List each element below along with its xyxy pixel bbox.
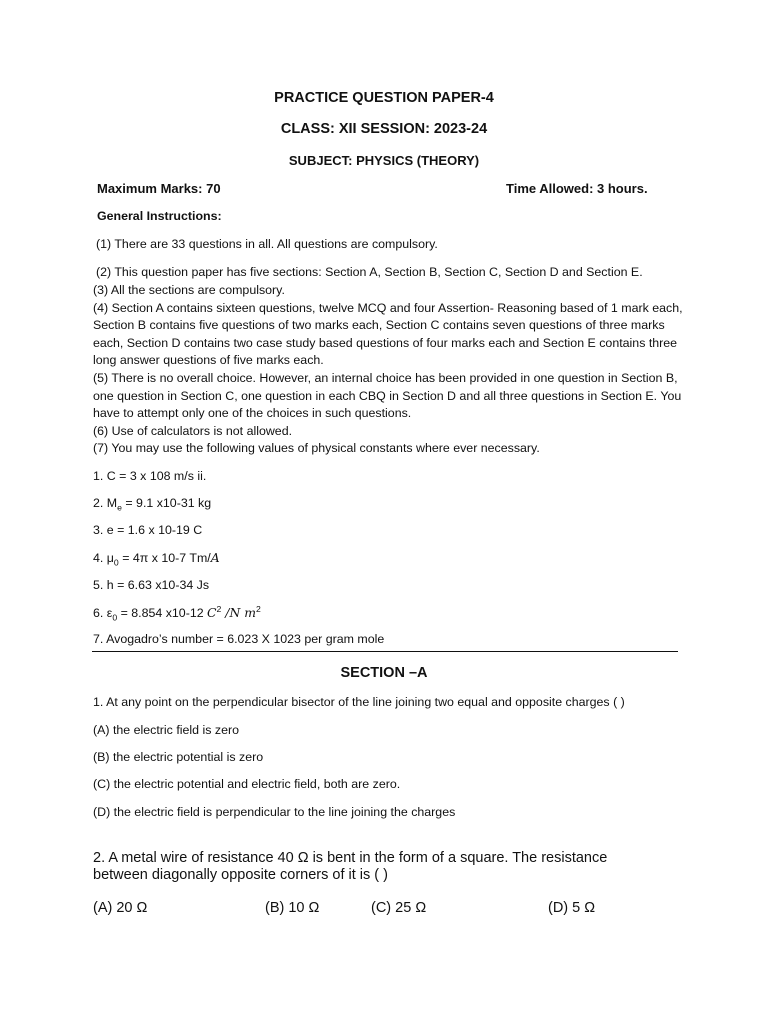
instructions-block: [93, 282, 683, 458]
question-1-text: 1. At any point on the perpendicular bisector of the line joining two equal and opposite charges ( ): [93, 695, 625, 709]
constant-6-sup-a: 2: [216, 604, 222, 614]
constant-4-suffix: = 4π x 10-7 Tm/: [118, 551, 211, 565]
constant-1: 1. C = 3 x 108 m/s ii.: [93, 469, 207, 483]
question-2-line-2: between diagonally opposite corners of it is ( ): [93, 867, 388, 883]
section-divider: [92, 651, 678, 652]
subject-line: SUBJECT: PHYSICS (THEORY): [288, 153, 480, 168]
constant-4-prefix: 4. μ: [93, 551, 114, 565]
constant-6: [93, 604, 261, 623]
constant-6-sub: 0: [112, 612, 118, 623]
constant-6-sup-b: 2: [256, 604, 261, 614]
time-allowed: Time Allowed: 3 hours.: [506, 181, 648, 196]
instruction-item-5: (5) There is no overall choice. However, an internal choice has been provided in one question in Section B, one question in Section C, one question in each CBQ in Section D and all three questions in Section E. You have to attempt only one of the choices in such questions.: [93, 370, 682, 421]
instruction-item-7: (7) You may use the following values of physical constants where ever necessary.: [93, 441, 540, 456]
constant-6-unit-b: /N m: [221, 605, 257, 621]
paper-title: PRACTICE QUESTION PAPER-4: [274, 90, 494, 106]
question-1-option-d: (D) the electric field is perpendicular to the line joining the charges: [93, 805, 456, 819]
question-1-option-c: (C) the electric potential and electric field, both are zero.: [93, 777, 401, 791]
section-a-heading: SECTION –A: [340, 665, 428, 681]
question-1-option-b: (B) the electric potential is zero: [93, 750, 264, 764]
constant-5: 5. h = 6.63 x10-34 Js: [93, 578, 210, 592]
constant-2-prefix: 2. M: [93, 496, 118, 510]
question-2-line-1: 2. A metal wire of resistance 40 Ω is bent in the form of a square. The resistance: [93, 850, 608, 866]
question-2-option-a: (A) 20 Ω: [93, 900, 148, 916]
instruction-item-1: (1) There are 33 questions in all. All questions are compulsory.: [96, 237, 438, 251]
constant-2-suffix: = 9.1 x10-31 kg: [121, 496, 212, 510]
constant-4: [93, 550, 220, 567]
question-2-option-d: (D) 5 Ω: [548, 900, 596, 916]
constant-6-prefix: 6. ε: [93, 606, 113, 621]
class-session: CLASS: XII SESSION: 2023-24: [280, 121, 488, 137]
question-2-option-c: (C) 25 Ω: [371, 900, 427, 916]
question-1-option-a: (A) the electric field is zero: [93, 723, 239, 737]
constant-4-unit: A: [210, 550, 220, 565]
constant-3: 3. e = 1.6 x 10-19 C: [93, 523, 203, 537]
constant-4-sub: 0: [113, 557, 119, 568]
constant-6-unit-a: C: [207, 605, 217, 621]
instruction-item-3: (3) All the sections are compulsory.: [93, 283, 285, 297]
constant-6-suffix: = 8.854 x10-12: [117, 606, 208, 621]
instruction-item-6: (6) Use of calculators is not allowed.: [93, 423, 293, 438]
constant-2-sub: e: [117, 502, 122, 513]
question-2-option-b: (B) 10 Ω: [265, 900, 320, 916]
constant-7: 7. Avogadro’s number = 6.023 X 1023 per gram mole: [93, 632, 385, 646]
max-marks: Maximum Marks: 70: [97, 181, 221, 196]
instruction-item-4: (4) Section A contains sixteen questions, twelve MCQ and four Assertion- Reasoning based of 1 mark each, Section B contains five questions of two marks each, Section C contains seven questions of three marks each, Section D contains two case study based questions of four marks each and Section E contains three long answer questions of five marks each.: [93, 300, 683, 368]
instruction-item-2: (2) This question paper has five sections: Section A, Section B, Section C, Section D and Section E.: [96, 265, 643, 279]
constant-2: [93, 496, 211, 512]
instructions-heading: General Instructions:: [97, 209, 222, 223]
